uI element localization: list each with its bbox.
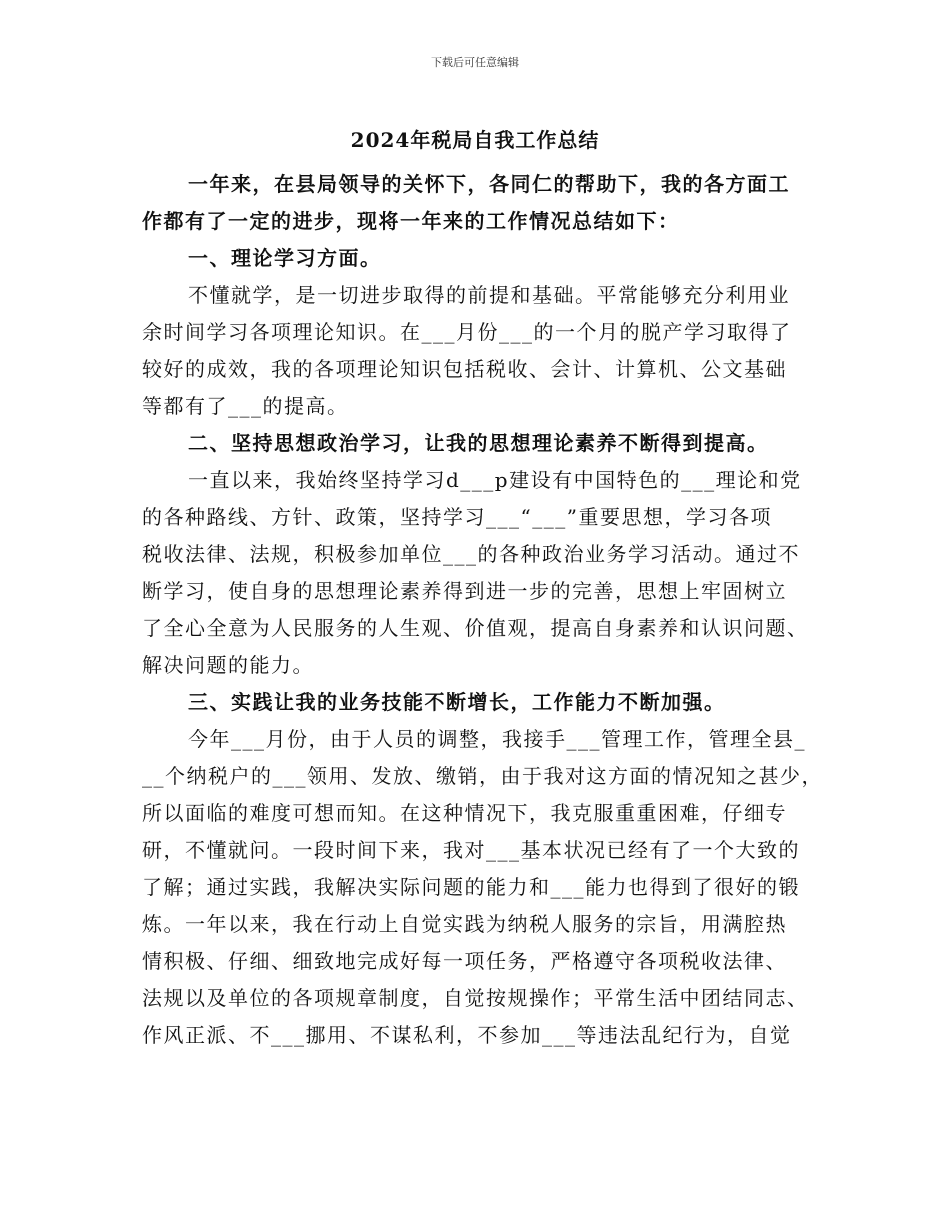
text-line: 解决问题的能力。 <box>142 653 314 677</box>
header-note: 下载后可任意编辑 <box>431 56 519 69</box>
text-line: 一直以来，我始终坚持学习d___p建设有中国特色的___理论和党 <box>188 468 802 492</box>
text-line: 断学习，使自身的思想理论素养得到进一步的完善，思想上牢固树立 <box>142 579 787 603</box>
text-line: 税收法律、法规，积极参加单位___的各种政治业务学习活动。通过不 <box>142 542 800 566</box>
text-line: 不懂就学，是一切进步取得的前提和基础。平常能够充分利用业 <box>188 283 790 307</box>
text-line: 了解；通过实践，我解决实际问题的能力和___能力也得到了很好的锻 <box>142 875 800 899</box>
heading-line: 一、理论学习方面。 <box>188 246 382 270</box>
text-line: 较好的成效，我的各项理论知识包括税收、会计、计算机、公文基础 <box>142 357 787 381</box>
document-title: 2024年税局自我工作总结 <box>350 128 600 152</box>
text-line: 了全心全意为人民服务的人生观、价值观，提高自身素养和认识问题、 <box>142 616 809 640</box>
text-line: __个纳税户的___领用、发放、缴销，由于我对这方面的情况知之甚少， <box>142 764 823 788</box>
text-line: 研，不懂就问。一段时间下来，我对___基本状况已经有了一个大致的 <box>142 838 800 862</box>
heading-line: 二、坚持思想政治学习，让我的思想理论素养不断得到提高。 <box>188 431 769 455</box>
heading-line: 三、实践让我的业务技能不断增长，工作能力不断加强。 <box>188 690 726 714</box>
text-line: 的各种路线、方针、政策，坚持学习___“___”重要思想，学习各项 <box>142 505 772 529</box>
text-line: 法规以及单位的各项规章制度，自觉按规操作；平常生活中团结同志、 <box>142 986 809 1010</box>
text-line: 余时间学习各项理论知识。在___月份___的一个月的脱产学习取得了 <box>142 320 792 344</box>
text-line: 所以面临的难度可想而知。在这种情况下，我克服重重困难，仔细专 <box>142 801 787 825</box>
document-body <box>142 166 822 1054</box>
heading-line: 一年来，在县局领导的关怀下，各同仁的帮助下，我的各方面工 <box>188 172 790 196</box>
heading-line: 作都有了一定的进步，现将一年来的工作情况总结如下： <box>142 209 680 233</box>
text-line: 作风正派、不___挪用、不谋私利，不参加___等违法乱纪行为，自觉 <box>142 1023 792 1047</box>
text-line: 情积极、仔细、细致地完成好每一项任务，严格遵守各项税收法律、 <box>142 949 787 973</box>
text-line: 今年___月份，由于人员的调整，我接手___管理工作，管理全县_ <box>188 727 806 751</box>
text-line: 等都有了___的提高。 <box>142 394 349 418</box>
text-line: 炼。一年以来，我在行动上自觉实践为纳税人服务的宗旨，用满腔热 <box>142 912 787 936</box>
